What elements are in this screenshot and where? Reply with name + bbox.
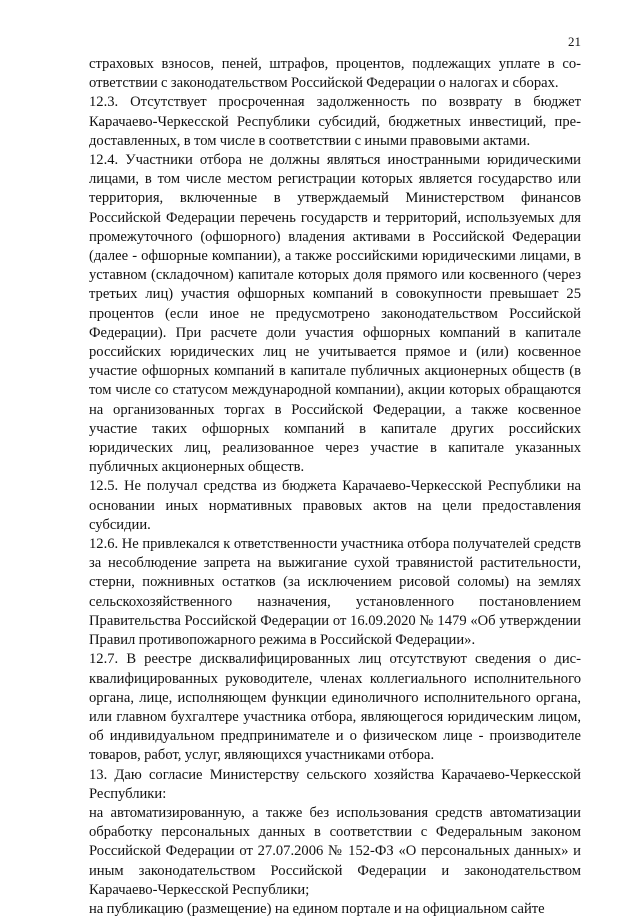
paragraph-12-7: 12.7. В реестре дисквалифицированных лиц отсутствуют сведения о дисквалифицированных руководителе, членах коллегиального исполнительного органа, лице, исполняющем функции единоличного исполнительного органа, или главном бухгалтере участника отбора, являющегося юридическим лицом, об индивидуальном предпринимателе и о физическом лице - производителе товаров, работ, услуг, являющихся участниками отбора. bbox=[89, 651, 581, 764]
paragraph-12-6: 12.6. Не привлекался к ответственности участника отбора получателей средств за несоблюдение запрета на выжигание сухой травянистой растительности, стерни, пожнивных остатков (за исключением рисовой соломы) на землях сельскохозяйственного назначения, установленного постановлением Правительства Российской Федерации от 16.09.2020 № 1479 «Об утверждении Правил противопожарного режима в Российской Федерации». bbox=[89, 536, 581, 649]
paragraph-continuation-taxes: страховых взносов, пеней, штрафов, процентов, подлежащих уплате в соответствии с законодательством Российской Федерации о налогах и сборах. bbox=[89, 56, 581, 92]
page-number: 21 bbox=[568, 34, 581, 49]
document-body bbox=[89, 55, 581, 919]
paragraph-12-5: 12.5. Не получал средства из бюджета Карачаево-Черкесской Республики на основании иных нормативных правовых актов на цели предоставления субсидии. bbox=[89, 478, 581, 533]
paragraph-consent-publication: на публикацию (размещение) на едином портале и на официальном сайте bbox=[89, 900, 545, 917]
paragraph-12-3: 12.3. Отсутствует просроченная задолженность по возврату в бюджет Карачаево-Черкесской Республики субсидий, бюджетных инвестиций, предоставленных, в том числе в соответствии с иными правовыми актами. bbox=[89, 94, 581, 149]
paragraph-13-consent: 13. Даю согласие Министерству сельского хозяйства Карачаево-Черкесской Республики: bbox=[89, 766, 581, 802]
paragraph-12-4: 12.4. Участники отбора не должны являться иностранными юридическими лицами, в том числе местом регистрации которых является государство или территория, включенные в утверждаемый Министерством финансов Российской Федерации перечень государств и территорий, используемых для промежуточного (офшорного) владения активами в Российской Федерации (далее - офшорные компании), а также российскими юридическими лицами, в уставном (складочном) капитале которых доля прямого или косвенного (через третьих лиц) участия офшорных компаний в совокупности превышает 25 процентов (если иное не предусмотрено законодательством Российской Федерации). При расчете доли участия офшорных компаний в капитале российских юридических лиц не учитывается прямое и (или) косвенное участие офшорных компаний в капитале публичных акционерных обществ (в том числе со статусом международной компании), акции которых обращаются на организованных торгах в Российской Федерации, а также косвенное участие таких офшорных компаний в капитале других российских юридических лиц, реализованное через участие в капитале указанных публичных акционерных обществ. bbox=[89, 152, 581, 476]
paragraph-consent-processing: на автоматизированную, а также без использования средств автоматизации обработку персональных данных в соответствии с Федеральным законом Российской Федерации от 27.07.2006 № 152-ФЗ «О персональных данных» и иным законодательством Российской Федерации и законодательством Карачаево-Черкесской Республики; bbox=[89, 804, 581, 898]
